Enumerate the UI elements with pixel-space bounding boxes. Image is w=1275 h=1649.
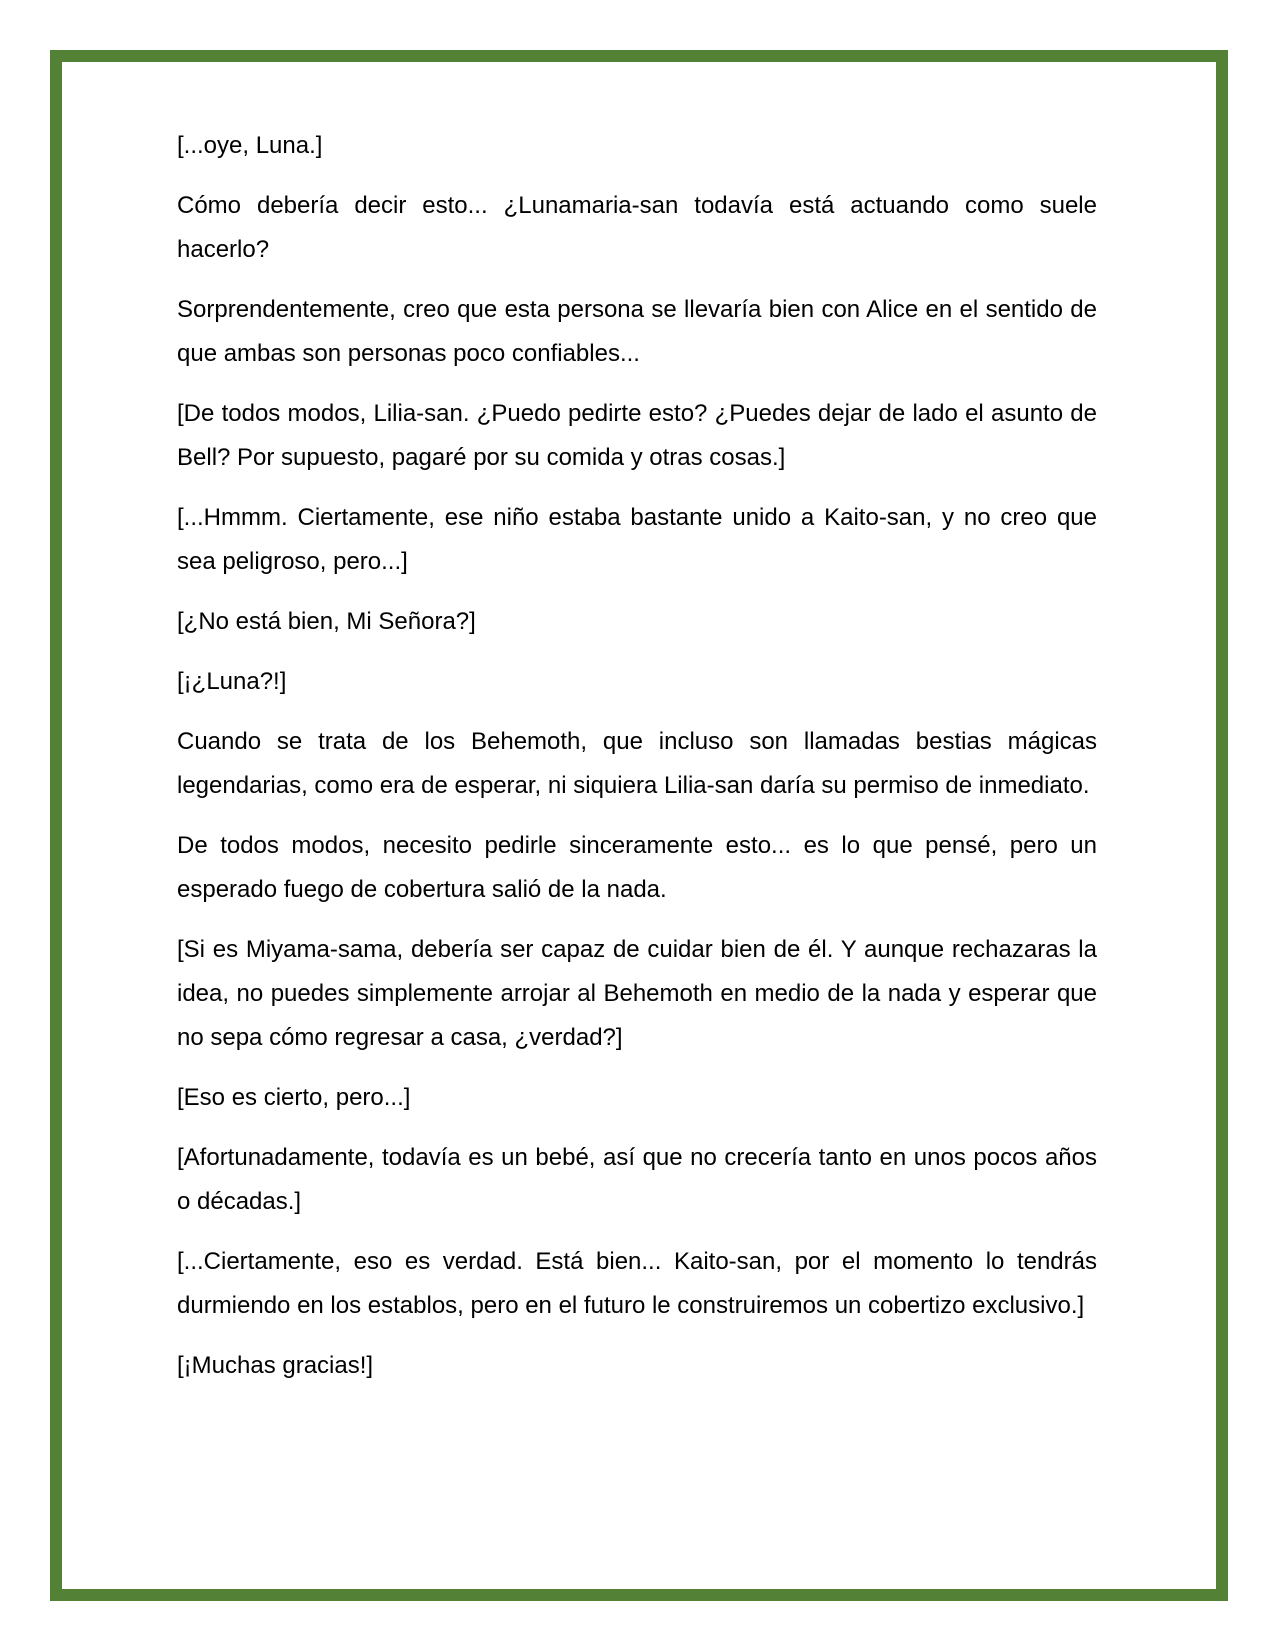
- paragraph: [...Hmmm. Ciertamente, ese niño estaba bastante unido a Kaito-san, y no creo que sea peligroso, pero...]: [177, 504, 1097, 575]
- paragraph: [De todos modos, Lilia-san. ¿Puedo pedirte esto? ¿Puedes dejar de lado el asunto de Bell? Por supuesto, pagaré por su comida y otras cosas.]: [177, 400, 1097, 471]
- paragraph: Sorprendentemente, creo que esta persona se llevaría bien con Alice en el sentido de que ambas son personas poco confiables...: [177, 296, 1097, 367]
- paragraph: [...oye, Luna.]: [177, 132, 323, 159]
- paragraph: Cuando se trata de los Behemoth, que incluso son llamadas bestias mágicas legendarias, como era de esperar, ni siquiera Lilia-san daría su permiso de inmediato.: [177, 728, 1097, 799]
- paragraph: [Afortunadamente, todavía es un bebé, así que no crecería tanto en unos pocos años o décadas.]: [177, 1144, 1097, 1215]
- document-body: [177, 124, 1097, 1404]
- paragraph: [Si es Miyama-sama, debería ser capaz de cuidar bien de él. Y aunque rechazaras la idea, no puedes simplemente arrojar al Behemoth en medio de la nada y esperar que no sepa cómo regresar a casa, ¿verdad?]: [177, 936, 1097, 1051]
- paragraph: [¡¿Luna?!]: [177, 668, 287, 695]
- paragraph: [Eso es cierto, pero...]: [177, 1084, 411, 1111]
- paragraph: De todos modos, necesito pedirle sinceramente esto... es lo que pensé, pero un esperado fuego de cobertura salió de la nada.: [177, 832, 1097, 903]
- paragraph: [¡Muchas gracias!]: [177, 1352, 374, 1379]
- paragraph: [...Ciertamente, eso es verdad. Está bien... Kaito-san, por el momento lo tendrás durmiendo en los establos, pero en el futuro le construiremos un cobertizo exclusivo.]: [177, 1248, 1097, 1319]
- paragraph: Cómo debería decir esto... ¿Lunamaria-san todavía está actuando como suele hacerlo?: [177, 192, 1097, 263]
- paragraph: [¿No está bien, Mi Señora?]: [177, 608, 476, 635]
